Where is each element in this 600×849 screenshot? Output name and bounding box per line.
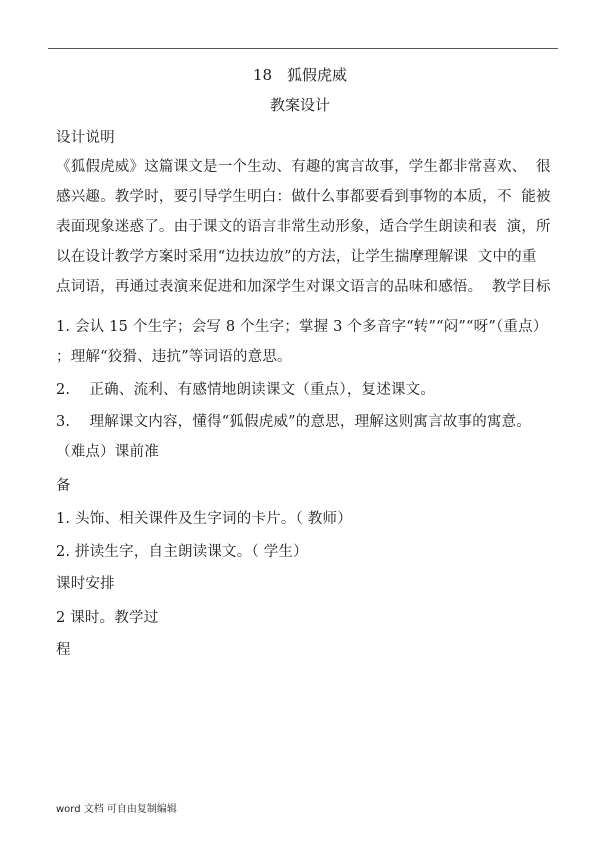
paragraph-line: 感兴趣。教学时，要引导学生明白：做什么事都要看到事物的本质，不 能被 — [56, 189, 551, 205]
objective-2: 2. 正确、流利、有感情地朗读课文（重点），复述课文。 — [56, 382, 436, 398]
objective-3: 3. 理解课文内容，懂得“狐假虎威”的意思，理解这则寓言故事的寓意。 — [56, 414, 531, 430]
schedule-text: 2 课时。教学过 — [56, 610, 159, 626]
difficulty-and-prep-heading: （难点）课前准 — [56, 444, 159, 460]
footer-note: word 文档 可自由复制编辑 — [56, 804, 177, 815]
prep-heading-continued: 备 — [56, 478, 71, 494]
prep-item-1: 1. 头饰、相关课件及生字词的卡片。（ 教师） — [56, 511, 352, 527]
schedule-text-continued: 程 — [56, 642, 71, 658]
objective-1: 1. 会认 15 个生字；会写 8 个生字；掌握 3 个多音字“转”“闷”“呀”（重点） — [56, 319, 548, 335]
paragraph-line: 《狐假虎威》这篇课文是一个生动、有趣的寓言故事，学生都非常喜欢、 很 — [56, 159, 551, 175]
objective-1-continued: ；理解“狡猾、违抗”等词语的意思。 — [56, 349, 292, 365]
paragraph-line: 以在设计教学方案时采用“边扶边放”的方法，让学生揣摩理解课 文中的重 — [56, 249, 537, 265]
section-heading-design-notes: 设计说明 — [56, 130, 115, 146]
paragraph-line: 点词语，再通过表演来促进和加深学生对课文语言的品味和感悟。 教学目标 — [56, 279, 551, 295]
header-rule — [48, 48, 558, 49]
lesson-title: 18 狐假虎威 — [252, 66, 348, 84]
lesson-subtitle: 教案设计 — [269, 96, 330, 114]
section-heading-schedule: 课时安排 — [56, 576, 115, 592]
paragraph-line: 表面现象迷惑了。由于课文的语言非常生动形象，适合学生朗读和表 演，所 — [56, 219, 551, 235]
prep-item-2: 2. 拼读生字，自主朗读课文。（ 学生） — [56, 544, 308, 560]
